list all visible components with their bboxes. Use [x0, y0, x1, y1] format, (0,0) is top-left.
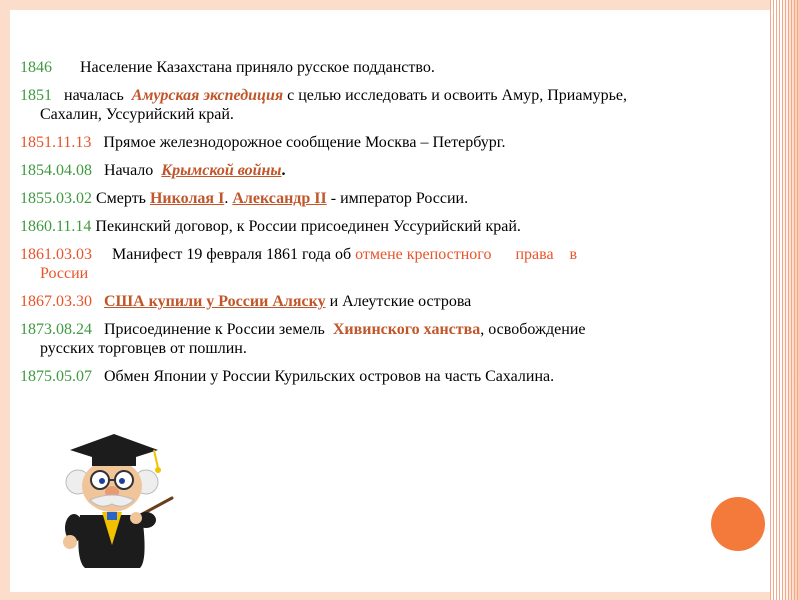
entry-date: 1860.11.14 [20, 218, 92, 235]
entry-text: Присоединение к России земель [104, 321, 325, 338]
entry-text: Начало [104, 162, 154, 179]
entry-date: 1851 [20, 87, 52, 104]
timeline-entry [20, 367, 790, 386]
entry-date: 1855.03.02 [20, 190, 92, 207]
entry-text: Пекинский договор, к России присоединен Уссурийский край. [95, 218, 521, 235]
entry-date: 1875.05.07 [20, 368, 92, 385]
entry-text: Обмен Японии у России Курильских островов на часть Сахалина. [104, 368, 555, 385]
timeline-entry [20, 292, 790, 311]
entry-date: 1861.03.03 [20, 246, 92, 263]
timeline [20, 58, 790, 395]
timeline-entry [20, 245, 790, 283]
khiva-khanate-link[interactable]: Хивинского ханства [332, 321, 481, 338]
entry-text-continuation: Сахалин, Уссурийский край. [40, 106, 234, 123]
amur-expedition-link[interactable]: Амурская экспедиция [131, 87, 284, 104]
bottom-border [0, 592, 800, 600]
timeline-entry [20, 217, 790, 236]
entry-date: 1854.04.08 [20, 162, 92, 179]
entry-text: - император России. [330, 190, 469, 207]
professor-icon [50, 420, 175, 570]
entry-text: . [224, 190, 229, 207]
entry-date: 1867.03.30 [20, 293, 92, 310]
entry-text: Смерть [96, 190, 146, 207]
alaska-purchase-link[interactable]: США купили у России Аляску [104, 293, 326, 310]
entry-text: , освобождение [480, 321, 586, 338]
entry-text-continuation: России [40, 265, 89, 282]
entry-date: 1846 [20, 59, 52, 76]
timeline-entry [20, 320, 790, 358]
alexander-ii-link[interactable]: Александр II [232, 190, 327, 207]
entry-text: Население Казахстана приняло русское подданство. [80, 59, 435, 76]
entry-date: 1873.08.24 [20, 321, 92, 338]
left-border [0, 0, 10, 600]
timeline-entry [20, 58, 790, 77]
serfdom-abolition-text: отмене крепостного [355, 246, 492, 263]
nicholas-i-link[interactable]: Николая I [149, 190, 225, 207]
timeline-entry [20, 86, 790, 124]
entry-date: 1851.11.13 [20, 134, 92, 151]
orange-circle-icon [711, 497, 765, 551]
serfdom-abolition-text: права [515, 246, 554, 263]
entry-text: началась [64, 87, 124, 104]
crimean-war-link[interactable]: Крымской войны [161, 162, 282, 179]
entry-text: Прямое железнодорожное сообщение Москва – Петербург. [103, 134, 506, 151]
entry-text-continuation: русских торговцев от пошлин. [40, 340, 247, 357]
timeline-entry [20, 161, 790, 180]
entry-text: Манифест 19 февраля 1861 года об [112, 246, 352, 263]
entry-text: с целью исследовать и освоить Амур, Приамурье, [287, 87, 627, 104]
timeline-entry [20, 189, 790, 208]
entry-text: . [281, 162, 286, 179]
serfdom-abolition-text: в [569, 246, 578, 263]
entry-text: и Алеутские острова [329, 293, 472, 310]
top-border [0, 0, 800, 10]
timeline-entry [20, 133, 790, 152]
